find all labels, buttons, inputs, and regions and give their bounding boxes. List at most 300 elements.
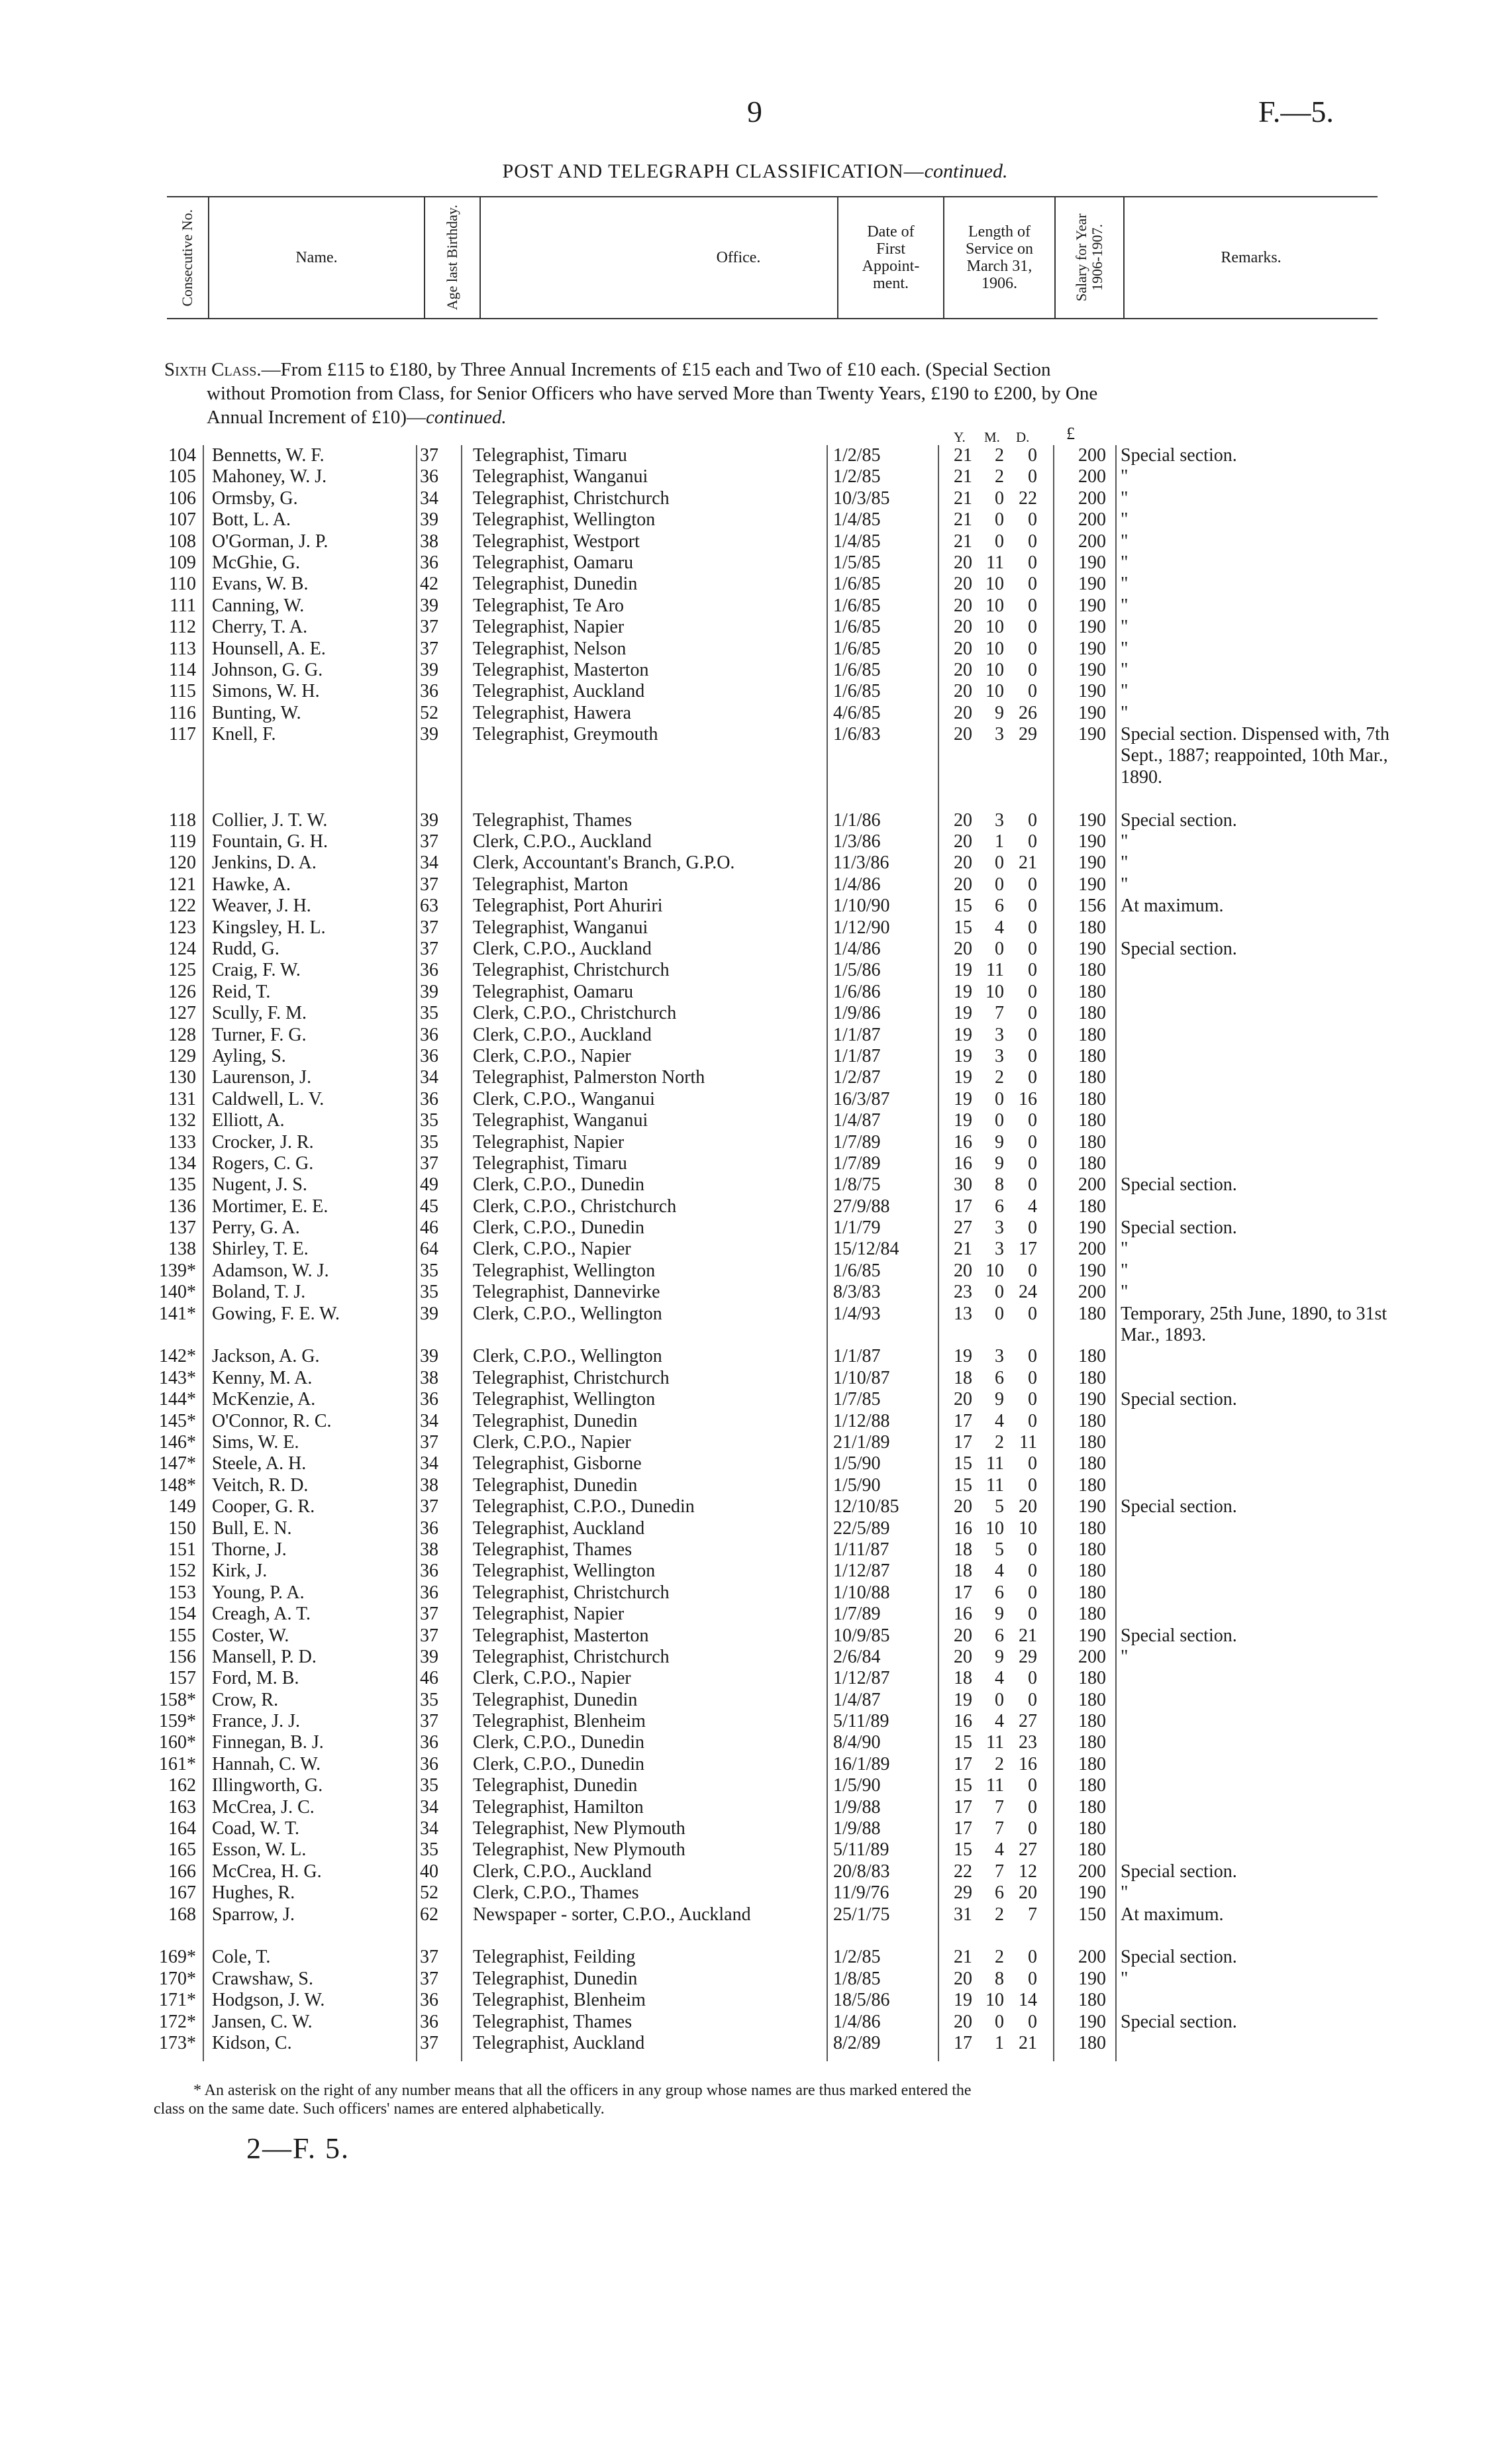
table-row [159,1239,1391,1260]
header-y: Y. [954,429,966,445]
cell-salary: 180 [1078,1818,1106,1839]
cell-consecutive-no: 163 [168,1796,196,1818]
cell-remarks: " [1121,638,1129,659]
cell-consecutive-no: 133 [168,1131,196,1153]
cell-service-months: 5 [995,1496,1004,1517]
cell-name: McKenzie, A. [212,1389,316,1410]
cell-service-years: 19 [954,1067,972,1088]
cell-consecutive-no: 156 [168,1646,196,1667]
table-row [159,831,1391,852]
cell-service-months: 0 [995,2011,1004,2032]
cell-salary: 190 [1078,1625,1106,1646]
cell-service-days: 0 [1028,1968,1037,1989]
cell-office: Clerk, C.P.O., Dunedin [473,1174,644,1196]
cell-remarks: " [1121,831,1129,852]
cell-service-months: 3 [995,1217,1004,1239]
table-row [159,1582,1391,1604]
cell-remarks: Special section. [1121,2011,1237,2032]
cell-office: Telegraphist, Napier [473,1604,625,1625]
cell-office: Telegraphist, Nelson [473,638,627,659]
cell-consecutive-no: 173* [159,2032,196,2053]
cell-consecutive-no: 111 [170,595,196,616]
cell-salary: 180 [1078,1045,1106,1066]
cell-salary: 190 [1078,809,1106,831]
cell-remarks: Special section. [1121,1217,1237,1239]
cell-service-months: 3 [995,1045,1004,1066]
cell-age: 34 [420,1410,438,1431]
cell-salary: 190 [1078,724,1106,745]
cell-age: 36 [420,960,438,981]
table-row [159,1625,1391,1647]
table-row [159,1690,1391,1711]
cell-remarks: Temporary, 25th June, 1890, to 31st Mar., 1893. [1121,1303,1387,1346]
cell-salary: 190 [1078,595,1106,616]
cell-appointment-date: 1/5/90 [833,1775,881,1796]
cell-consecutive-no: 134 [168,1153,196,1174]
cell-consecutive-no: 166 [168,1861,196,1882]
cell-office: Clerk, C.P.O., Wellington [473,1303,662,1324]
cell-appointment-date: 1/6/85 [833,1260,881,1281]
cell-service-months: 10 [985,981,1004,1002]
cell-service-years: 16 [954,1517,972,1539]
cell-salary: 190 [1078,702,1106,723]
cell-age: 35 [420,1003,438,1024]
cell-salary: 180 [1078,1539,1106,1560]
cell-consecutive-no: 147* [159,1453,196,1474]
cell-service-months: 4 [995,1711,1004,1732]
cell-remarks: " [1121,852,1129,874]
cell-appointment-date: 1/9/88 [833,1818,881,1839]
cell-name: Gowing, F. E. W. [212,1303,340,1324]
cell-appointment-date: 12/10/85 [833,1496,899,1517]
cell-office: Telegraphist, Dunedin [473,1775,638,1796]
cell-service-days: 0 [1028,981,1037,1002]
cell-name: Johnson, G. G. [212,659,323,680]
cell-office: Telegraphist, Masterton [473,659,649,680]
cell-consecutive-no: 117 [169,724,196,745]
cell-salary: 190 [1078,1389,1106,1410]
cell-age: 37 [420,1947,438,1968]
table-row [159,1304,1391,1347]
cell-appointment-date: 1/4/85 [833,531,881,552]
cell-service-years: 17 [954,1196,972,1217]
cell-appointment-date: 2/6/84 [833,1646,881,1667]
cell-age: 39 [420,981,438,1002]
cell-salary: 200 [1078,1174,1106,1196]
cell-salary: 190 [1078,552,1106,573]
cell-consecutive-no: 129 [168,1045,196,1066]
table-row [159,1561,1391,1582]
cell-service-months: 0 [995,874,1004,895]
table-row [159,660,1391,681]
cell-office: Telegraphist, Auckland [473,1517,645,1539]
cell-name: Esson, W. L. [212,1839,307,1861]
cell-service-days: 0 [1028,1604,1037,1625]
cell-name: Jenkins, D. A. [212,852,317,874]
cell-age: 34 [420,488,438,509]
cell-salary: 190 [1078,1496,1106,1517]
cell-office: Telegraphist, Wellington [473,1260,656,1281]
cell-service-years: 19 [954,1689,972,1710]
cell-consecutive-no: 119 [169,831,196,852]
cell-service-days: 11 [1019,1432,1037,1453]
cell-remarks: " [1121,1882,1129,1904]
cell-consecutive-no: 162 [168,1775,196,1796]
cell-service-days: 0 [1028,1389,1037,1410]
cell-office: Telegraphist, Palmerston North [473,1067,705,1088]
cell-name: Young, P. A. [212,1582,305,1603]
cell-service-years: 20 [954,595,972,616]
cell-name: Adamson, W. J. [212,1260,329,1281]
cell-consecutive-no: 121 [168,874,196,895]
cell-salary: 200 [1078,466,1106,488]
cell-consecutive-no: 104 [168,445,196,466]
cell-salary: 200 [1078,1239,1106,1260]
table-row [159,1539,1391,1561]
cell-service-months: 6 [995,1625,1004,1646]
cell-office: Telegraphist, Wanganui [473,1110,648,1131]
cell-remarks: Special section. [1121,1625,1237,1646]
cell-office: Telegraphist, New Plymouth [473,1839,685,1861]
cell-consecutive-no: 115 [169,681,196,702]
cell-service-years: 21 [954,488,972,509]
cell-office: Clerk, C.P.O., Auckland [473,1024,652,1045]
table-row [159,1453,1391,1474]
cell-service-months: 7 [995,1861,1004,1882]
cell-age: 37 [420,939,438,960]
cell-age: 37 [420,874,438,895]
cell-name: Hughes, R. [212,1882,295,1904]
section-line2: without Promotion from Class, for Senior Officers who have served More than Twenty Years, £190 to £200, by One [207,383,1098,404]
cell-service-months: 0 [995,852,1004,874]
cell-service-months: 2 [995,1947,1004,1968]
cell-name: Weaver, J. H. [212,896,311,917]
cell-remarks: At maximum. [1121,1904,1224,1925]
cell-age: 39 [420,1646,438,1667]
cell-office: Telegraphist, C.P.O., Dunedin [473,1496,695,1517]
cell-service-months: 6 [995,1367,1004,1388]
page-title-continued: continued. [924,160,1008,182]
cell-service-days: 0 [1028,1775,1037,1796]
cell-name: Elliott, A. [212,1110,285,1131]
cell-service-days: 7 [1028,1904,1037,1925]
cell-salary: 190 [1078,831,1106,852]
cell-service-months: 10 [985,1990,1004,2011]
cell-age: 35 [420,1110,438,1131]
table-row [159,703,1391,724]
cell-service-days: 0 [1028,1003,1037,1024]
table-row [159,724,1391,810]
cell-name: Sims, W. E. [212,1432,299,1453]
cell-salary: 180 [1078,1110,1106,1131]
cell-salary: 200 [1078,1646,1106,1667]
cell-name: Sparrow, J. [212,1904,295,1925]
cell-appointment-date: 1/11/87 [833,1539,889,1560]
cell-office: Telegraphist, Hawera [473,702,632,723]
cell-consecutive-no: 168 [168,1904,196,1925]
cell-salary: 180 [1078,1839,1106,1861]
cell-name: Reid, T. [212,981,271,1002]
cell-service-years: 19 [954,960,972,981]
header-date: Date of First Appoint-ment. [862,223,920,292]
cell-name: Coster, W. [212,1625,289,1646]
table-row [159,552,1391,574]
cell-appointment-date: 1/12/87 [833,1668,890,1689]
table-row [159,960,1391,981]
cell-office: Telegraphist, Te Aro [473,595,625,616]
cell-service-days: 0 [1028,1303,1037,1324]
cell-office: Telegraphist, Auckland [473,2032,645,2053]
cell-salary: 180 [1078,1367,1106,1388]
cell-name: Crawshaw, S. [212,1968,313,1989]
table-row [159,1411,1391,1432]
cell-service-days: 0 [1028,2011,1037,2032]
table-row [159,810,1391,831]
cell-service-months: 0 [995,531,1004,552]
cell-service-months: 4 [995,1668,1004,1689]
cell-service-days: 0 [1028,939,1037,960]
table-row [159,1089,1391,1110]
header-office: Office. [716,249,761,266]
cell-consecutive-no: 108 [168,531,196,552]
cell-service-years: 20 [954,1260,972,1281]
section-line3-wrap [164,405,1376,429]
cell-office: Clerk, C.P.O., Dunedin [473,1217,644,1239]
table-row [159,982,1391,1003]
cell-salary: 180 [1078,1711,1106,1732]
cell-age: 39 [420,1346,438,1367]
cell-service-years: 17 [954,1582,972,1603]
cell-salary: 180 [1078,1003,1106,1024]
cell-name: Mahoney, W. J. [212,466,327,488]
cell-consecutive-no: 110 [169,574,196,595]
cell-office: Telegraphist, Wellington [473,509,656,531]
cell-office: Telegraphist, Oamaru [473,552,634,573]
cell-salary: 200 [1078,1282,1106,1303]
cell-consecutive-no: 149 [168,1496,196,1517]
cell-appointment-date: 1/5/90 [833,1453,881,1474]
cell-name: Hounsell, A. E. [212,638,326,659]
cell-service-days: 0 [1028,809,1037,831]
cell-age: 37 [420,2032,438,2053]
cell-service-days: 20 [1019,1882,1037,1904]
header-age-cell [424,197,479,318]
cell-name: Coad, W. T. [212,1818,299,1839]
cell-salary: 190 [1078,574,1106,595]
cell-name: Creagh, A. T. [212,1604,311,1625]
cell-service-months: 2 [995,1753,1004,1774]
cell-consecutive-no: 112 [169,617,196,638]
cell-office: Clerk, C.P.O., Dunedin [473,1732,644,1753]
cell-service-days: 0 [1028,1110,1037,1131]
header-consecutive: Consecutive No. [179,209,195,307]
cell-service-years: 20 [954,681,972,702]
cell-appointment-date: 1/10/87 [833,1367,890,1388]
cell-remarks: Special section. [1121,1861,1237,1882]
table-row [159,1754,1391,1775]
table-row [159,896,1391,917]
cell-salary: 200 [1078,445,1106,466]
cell-service-years: 20 [954,874,972,895]
section-line3-continued: continued. [425,407,507,428]
cell-age: 36 [420,1561,438,1582]
cell-office: Clerk, C.P.O., Dunedin [473,1753,644,1774]
cell-name: Ormsby, G. [212,488,298,509]
cell-office: Telegraphist, Port Ahuriri [473,896,663,917]
cell-service-days: 0 [1028,638,1037,659]
cell-service-days: 0 [1028,1689,1037,1710]
cell-office: Telegraphist, Christchurch [473,1646,670,1667]
header-age: Age last Birthday. [444,205,460,311]
cell-name: Canning, W. [212,595,305,616]
cell-service-months: 6 [995,1882,1004,1904]
header-salary-cell [1054,197,1123,318]
cell-service-days: 26 [1019,702,1037,723]
cell-office: Telegraphist, Wellington [473,1561,656,1582]
table-row [159,1389,1391,1410]
cell-service-months: 10 [985,638,1004,659]
cell-age: 37 [420,617,438,638]
cell-salary: 180 [1078,1346,1106,1367]
cell-service-days: 0 [1028,917,1037,938]
cell-service-days: 27 [1019,1711,1037,1732]
cell-name: Bott, L. A. [212,509,291,531]
cell-name: Hodgson, J. W. [212,1990,325,2011]
cell-service-days: 0 [1028,1796,1037,1818]
cell-office: Telegraphist, Westport [473,531,640,552]
cell-service-years: 20 [954,1968,972,1989]
cell-salary: 180 [1078,1088,1106,1109]
cell-service-days: 0 [1028,1024,1037,1045]
cell-salary: 180 [1078,1432,1106,1453]
cell-service-days: 29 [1019,724,1037,745]
cell-salary: 180 [1078,1582,1106,1603]
cell-name: Craig, F. W. [212,960,301,981]
header-m: M. [984,429,1000,445]
cell-remarks: Special section. [1121,1496,1237,1517]
cell-name: Cooper, G. R. [212,1496,315,1517]
cell-consecutive-no: 141* [159,1303,196,1324]
cell-age: 39 [420,659,438,680]
section-title: Sixth Class. [164,359,262,380]
table-row [159,1904,1391,1947]
cell-service-days: 0 [1028,466,1037,488]
cell-age: 37 [420,1968,438,1989]
cell-salary: 200 [1078,1947,1106,1968]
cell-consecutive-no: 155 [168,1625,196,1646]
cell-appointment-date: 1/1/86 [833,809,881,831]
cell-name: Bennetts, W. F. [212,445,325,466]
cell-salary: 180 [1078,1067,1106,1088]
table-row [159,1196,1391,1217]
table-row [159,852,1391,874]
cell-name: Scully, F. M. [212,1003,307,1024]
cell-service-months: 8 [995,1968,1004,1989]
cell-office: Clerk, C.P.O., Napier [473,1239,631,1260]
cell-office: Telegraphist, Thames [473,809,632,831]
cell-service-days: 29 [1019,1646,1037,1667]
cell-consecutive-no: 138 [168,1239,196,1260]
cell-service-days: 0 [1028,681,1037,702]
cell-service-years: 20 [954,1496,972,1517]
cell-service-months: 10 [985,617,1004,638]
table-row [159,1475,1391,1496]
cell-remarks: Special section. Dispensed with, 7th Sept., 1887; reappointed, 10th Mar., 1890. [1121,724,1389,788]
cell-consecutive-no: 136 [168,1196,196,1217]
table-row [159,488,1391,509]
cell-service-years: 22 [954,1861,972,1882]
table-row [159,1432,1391,1453]
cell-salary: 190 [1078,638,1106,659]
cell-service-years: 19 [954,981,972,1002]
cell-age: 36 [420,1389,438,1410]
cell-service-months: 1 [995,2032,1004,2053]
cell-salary: 180 [1078,1453,1106,1474]
table-row [159,681,1391,702]
cell-service-days: 0 [1028,1474,1037,1496]
cell-service-years: 19 [954,1045,972,1066]
cell-service-days: 0 [1028,1582,1037,1603]
cell-service-months: 11 [986,1732,1004,1753]
table-row [159,1067,1391,1088]
cell-office: Clerk, C.P.O., Wanganui [473,1088,655,1109]
cell-appointment-date: 1/1/79 [833,1217,881,1239]
cell-name: Illingworth, G. [212,1775,323,1796]
cell-appointment-date: 1/1/87 [833,1024,881,1045]
cell-name: McCrea, H. G. [212,1861,322,1882]
cell-service-days: 0 [1028,960,1037,981]
cell-age: 39 [420,724,438,745]
cell-age: 37 [420,638,438,659]
cell-salary: 180 [1078,1153,1106,1174]
cell-consecutive-no: 144* [159,1389,196,1410]
cell-service-days: 27 [1019,1839,1037,1861]
cell-service-months: 11 [986,552,1004,573]
table-row [159,1797,1391,1818]
cell-consecutive-no: 146* [159,1432,196,1453]
cell-appointment-date: 1/2/85 [833,466,881,488]
header-name: Name. [295,249,338,266]
cell-consecutive-no: 143* [159,1367,196,1388]
cell-appointment-date: 1/3/86 [833,831,881,852]
cell-service-months: 0 [995,488,1004,509]
cell-salary: 190 [1078,1882,1106,1904]
cell-name: Hannah, C. W. [212,1753,321,1774]
cell-service-days: 10 [1019,1517,1037,1539]
cell-age: 37 [420,831,438,852]
table-row [159,1025,1391,1046]
cell-salary: 180 [1078,1410,1106,1431]
cell-service-months: 9 [995,702,1004,723]
cell-service-months: 9 [995,1604,1004,1625]
page-number: 9 [747,95,762,128]
cell-service-months: 7 [995,1796,1004,1818]
cell-office: Clerk, C.P.O., Wellington [473,1346,662,1367]
cell-appointment-date: 22/5/89 [833,1517,890,1539]
cell-appointment-date: 8/4/90 [833,1732,881,1753]
table-row [159,1110,1391,1131]
cell-age: 36 [420,466,438,488]
cell-service-days: 0 [1028,1818,1037,1839]
cell-service-years: 17 [954,1432,972,1453]
header-salary: Salary for Year 1906-1907. [1073,213,1105,302]
cell-consecutive-no: 122 [168,896,196,917]
cell-salary: 180 [1078,1131,1106,1153]
cell-office: Clerk, C.P.O., Napier [473,1432,631,1453]
cell-service-years: 18 [954,1367,972,1388]
cell-consecutive-no: 130 [168,1067,196,1088]
cell-office: Telegraphist, Masterton [473,1625,649,1646]
